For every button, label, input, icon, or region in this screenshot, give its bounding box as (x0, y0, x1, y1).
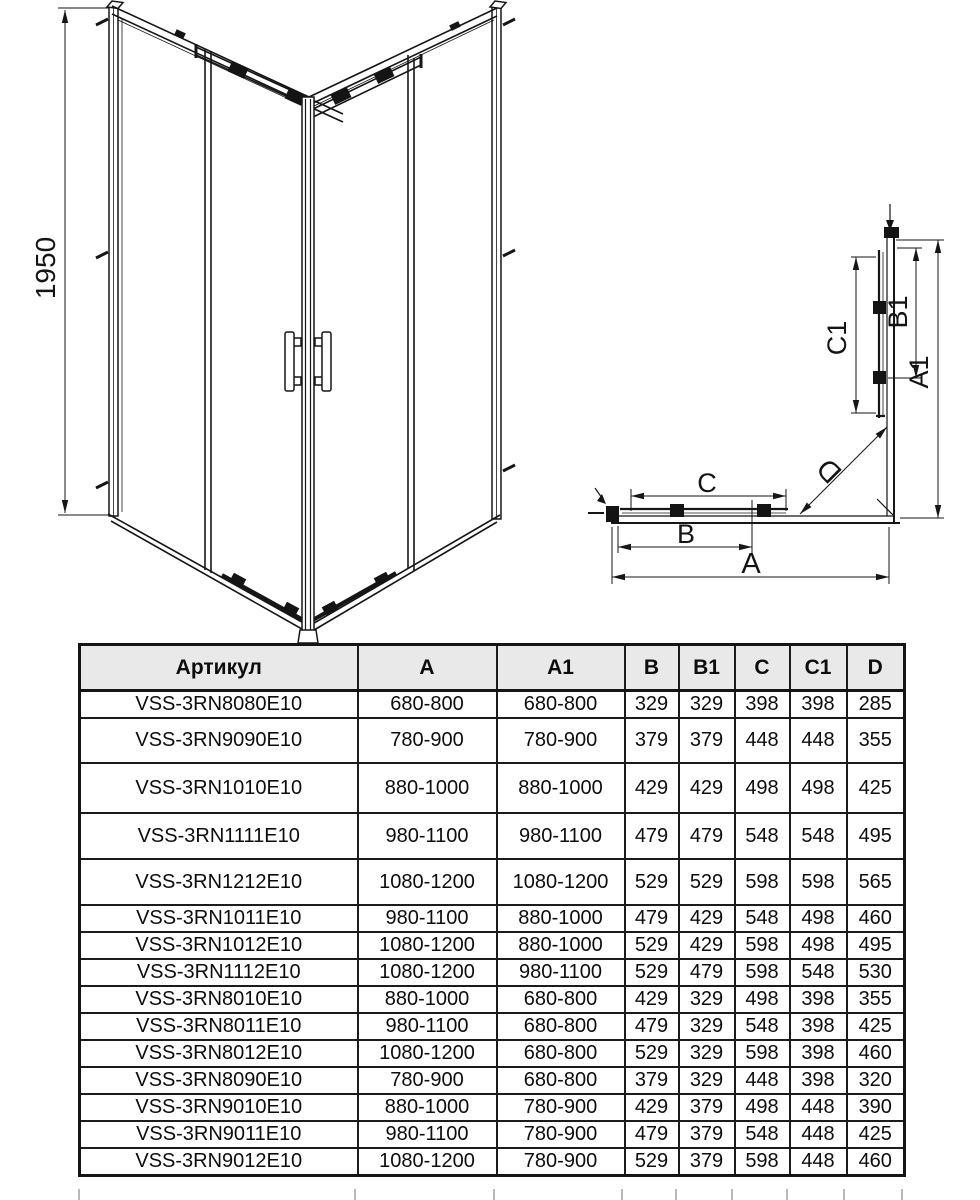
table-row (80, 905, 905, 932)
value-cell: 498 (790, 763, 847, 813)
article-cell: VSS-3RN8080E10 (80, 691, 358, 719)
value-cell: 498 (790, 905, 847, 932)
value-cell: 548 (790, 813, 847, 859)
value-cell: 379 (625, 1067, 679, 1094)
value-cell: 379 (679, 1148, 735, 1176)
value-cell: 529 (625, 959, 679, 986)
value-cell: 329 (679, 1067, 735, 1094)
article-cell: VSS-3RN8011E10 (80, 1013, 358, 1040)
value-cell: 598 (735, 859, 790, 905)
value-cell: 548 (735, 905, 790, 932)
value-cell: 448 (790, 1094, 847, 1121)
value-cell: 1080-1200 (358, 959, 497, 986)
value-cell: 479 (679, 813, 735, 859)
value-cell: 379 (679, 718, 735, 763)
article-cell: VSS-3RN1111E10 (80, 813, 358, 859)
cutoff-next-row-strip (78, 1189, 903, 1200)
spec-table-container (78, 643, 906, 1177)
value-cell: 980-1100 (358, 813, 497, 859)
table-row (80, 1067, 905, 1094)
value-cell: 548 (735, 813, 790, 859)
value-cell: 429 (625, 986, 679, 1013)
value-cell: 448 (790, 718, 847, 763)
plan-dim-c1-label: C1 (822, 320, 852, 356)
value-cell: 529 (625, 1040, 679, 1067)
value-cell: 680-800 (497, 691, 625, 719)
value-cell: 598 (790, 859, 847, 905)
column-header-d: D (847, 645, 905, 691)
table-row (80, 959, 905, 986)
value-cell: 780-900 (358, 718, 497, 763)
value-cell: 529 (625, 859, 679, 905)
article-cell: VSS-3RN9011E10 (80, 1121, 358, 1148)
table-row (80, 1148, 905, 1176)
value-cell: 980-1100 (358, 1121, 497, 1148)
value-cell: 379 (625, 718, 679, 763)
column-header-article: Артикул (80, 645, 358, 691)
value-cell: 479 (679, 959, 735, 986)
value-cell: 880-1000 (497, 763, 625, 813)
plan-view-drawing (588, 204, 944, 584)
column-header-c1: C1 (790, 645, 847, 691)
column-header-c: C (735, 645, 790, 691)
table-row (80, 1094, 905, 1121)
value-cell: 429 (625, 1094, 679, 1121)
value-cell: 355 (847, 718, 905, 763)
value-cell: 495 (847, 813, 905, 859)
value-cell: 680-800 (497, 986, 625, 1013)
value-cell: 680-800 (358, 691, 497, 719)
table-row (80, 718, 905, 763)
value-cell: 598 (735, 959, 790, 986)
height-dimension-label: 1950 (30, 236, 61, 300)
value-cell: 320 (847, 1067, 905, 1094)
value-cell: 329 (625, 691, 679, 719)
value-cell: 780-900 (497, 1094, 625, 1121)
column-header-b1: B1 (679, 645, 735, 691)
value-cell: 329 (679, 1013, 735, 1040)
value-cell: 429 (625, 763, 679, 813)
value-cell: 780-900 (497, 1148, 625, 1176)
value-cell: 780-900 (497, 1121, 625, 1148)
value-cell: 398 (790, 986, 847, 1013)
value-cell: 598 (735, 1148, 790, 1176)
article-cell: VSS-3RN1010E10 (80, 763, 358, 813)
value-cell: 460 (847, 1148, 905, 1176)
spec-table (78, 643, 906, 1177)
value-cell: 285 (847, 691, 905, 719)
article-cell: VSS-3RN1212E10 (80, 859, 358, 905)
value-cell: 680-800 (497, 1013, 625, 1040)
value-cell: 1080-1200 (358, 859, 497, 905)
value-cell: 1080-1200 (358, 1148, 497, 1176)
value-cell: 479 (625, 1013, 679, 1040)
value-cell: 479 (625, 905, 679, 932)
value-cell: 880-1000 (497, 905, 625, 932)
value-cell: 1080-1200 (358, 1040, 497, 1067)
article-cell: VSS-3RN1012E10 (80, 932, 358, 959)
value-cell: 548 (790, 959, 847, 986)
value-cell: 429 (679, 905, 735, 932)
value-cell: 479 (625, 1121, 679, 1148)
plan-dim-d-label: D (810, 451, 849, 490)
front-view-drawing (30, 1, 515, 643)
value-cell: 680-800 (497, 1040, 625, 1067)
value-cell: 498 (735, 1094, 790, 1121)
plan-dim-c-label: C (697, 468, 717, 498)
value-cell: 390 (847, 1094, 905, 1121)
value-cell: 398 (790, 1013, 847, 1040)
column-header-a1: A1 (497, 645, 625, 691)
column-header-b: B (625, 645, 679, 691)
value-cell: 448 (735, 718, 790, 763)
value-cell: 379 (679, 1121, 735, 1148)
value-cell: 548 (735, 1121, 790, 1148)
value-cell: 880-1000 (358, 1094, 497, 1121)
value-cell: 529 (625, 932, 679, 959)
value-cell: 460 (847, 1040, 905, 1067)
value-cell: 429 (679, 932, 735, 959)
value-cell: 425 (847, 1013, 905, 1040)
article-cell: VSS-3RN9090E10 (80, 718, 358, 763)
value-cell: 529 (679, 859, 735, 905)
value-cell: 565 (847, 859, 905, 905)
value-cell: 498 (735, 763, 790, 813)
article-cell: VSS-3RN8012E10 (80, 1040, 358, 1067)
value-cell: 398 (735, 691, 790, 719)
value-cell: 780-900 (358, 1067, 497, 1094)
value-cell: 448 (735, 1067, 790, 1094)
value-cell: 680-800 (497, 1067, 625, 1094)
value-cell: 880-1000 (497, 932, 625, 959)
value-cell: 398 (790, 1067, 847, 1094)
header-row (80, 645, 905, 691)
value-cell: 980-1100 (358, 1013, 497, 1040)
article-cell: VSS-3RN9010E10 (80, 1094, 358, 1121)
plan-dim-a-label: A (741, 548, 761, 580)
value-cell: 429 (679, 763, 735, 813)
value-cell: 329 (679, 986, 735, 1013)
value-cell: 448 (790, 1121, 847, 1148)
value-cell: 425 (847, 763, 905, 813)
value-cell: 598 (735, 932, 790, 959)
value-cell: 329 (679, 691, 735, 719)
value-cell: 495 (847, 932, 905, 959)
article-cell: VSS-3RN1011E10 (80, 905, 358, 932)
value-cell: 598 (735, 1040, 790, 1067)
table-row (80, 763, 905, 813)
article-cell: VSS-3RN8010E10 (80, 986, 358, 1013)
article-cell: VSS-3RN9012E10 (80, 1148, 358, 1176)
plan-dim-a1-label: A1 (904, 355, 934, 389)
value-cell: 448 (790, 1148, 847, 1176)
value-cell: 880-1000 (358, 763, 497, 813)
value-cell: 980-1100 (497, 813, 625, 859)
value-cell: 425 (847, 1121, 905, 1148)
value-cell: 460 (847, 905, 905, 932)
value-cell: 980-1100 (358, 905, 497, 932)
value-cell: 398 (790, 1040, 847, 1067)
plan-dim-b1-label: B1 (883, 295, 913, 329)
value-cell: 498 (735, 986, 790, 1013)
table-row (80, 1013, 905, 1040)
article-cell: VSS-3RN8090E10 (80, 1067, 358, 1094)
plan-dim-b-label: B (676, 519, 696, 549)
table-row (80, 932, 905, 959)
value-cell: 479 (625, 813, 679, 859)
value-cell: 529 (625, 1148, 679, 1176)
table-row (80, 1040, 905, 1067)
table-row (80, 986, 905, 1013)
value-cell: 355 (847, 986, 905, 1013)
value-cell: 1080-1200 (497, 859, 625, 905)
value-cell: 980-1100 (497, 959, 625, 986)
value-cell: 548 (735, 1013, 790, 1040)
column-header-a: A (358, 645, 497, 691)
value-cell: 780-900 (497, 718, 625, 763)
value-cell: 1080-1200 (358, 932, 497, 959)
table-row (80, 691, 905, 719)
value-cell: 880-1000 (358, 986, 497, 1013)
value-cell: 498 (790, 932, 847, 959)
table-row (80, 1121, 905, 1148)
value-cell: 398 (790, 691, 847, 719)
table-row (80, 859, 905, 905)
table-row (80, 813, 905, 859)
value-cell: 530 (847, 959, 905, 986)
value-cell: 329 (679, 1040, 735, 1067)
article-cell: VSS-3RN1112E10 (80, 959, 358, 986)
value-cell: 379 (679, 1094, 735, 1121)
